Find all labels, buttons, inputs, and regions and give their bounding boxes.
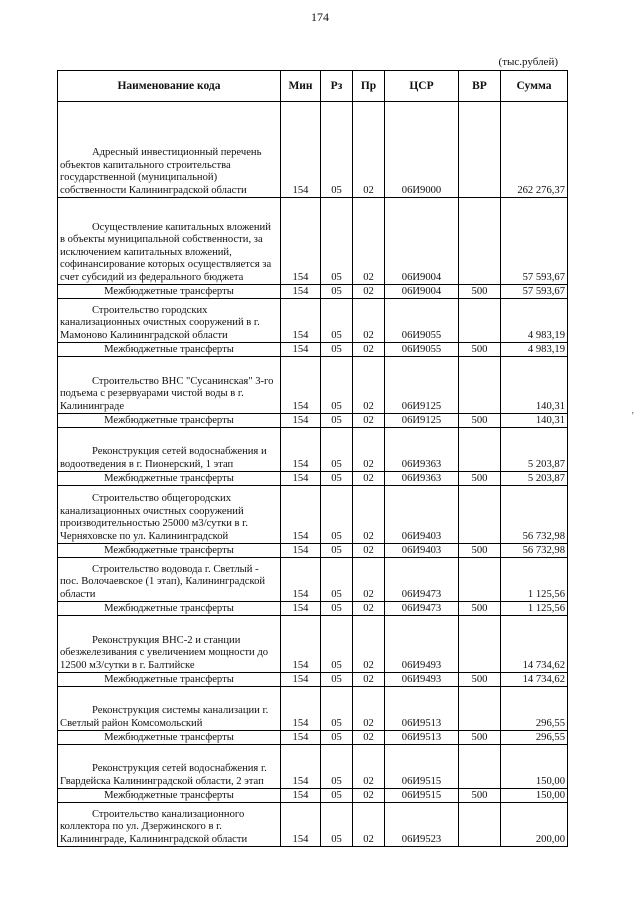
row-min: 154 bbox=[281, 731, 321, 745]
page-number: 174 bbox=[311, 10, 329, 24]
units-label: (тыс.рублей) bbox=[498, 56, 558, 68]
row-pr: 02 bbox=[353, 687, 385, 731]
row-csr: 06И9493 bbox=[385, 673, 459, 687]
row-min: 154 bbox=[281, 299, 321, 343]
row-sum: 296,55 bbox=[501, 687, 568, 731]
table-row bbox=[58, 731, 568, 745]
row-min: 154 bbox=[281, 486, 321, 544]
row-name: Межбюджетные трансферты bbox=[58, 343, 281, 357]
row-rz: 05 bbox=[321, 731, 353, 745]
row-sum: 14 734,62 bbox=[501, 616, 568, 673]
row-name: Реконструкция системы канализации г. Светлый район Комсомольский bbox=[58, 687, 281, 731]
row-min: 154 bbox=[281, 414, 321, 428]
row-pr: 02 bbox=[353, 102, 385, 198]
row-pr: 02 bbox=[353, 673, 385, 687]
row-name: Межбюджетные трансферты bbox=[58, 602, 281, 616]
row-pr: 02 bbox=[353, 343, 385, 357]
table-row bbox=[58, 102, 568, 198]
row-pr: 02 bbox=[353, 486, 385, 544]
row-csr: 06И9004 bbox=[385, 285, 459, 299]
table-row bbox=[58, 803, 568, 847]
row-name: Реконструкция сетей водоснабжения и водоотведения в г. Пионерский, 1 этап bbox=[58, 428, 281, 472]
row-vr bbox=[459, 357, 501, 414]
header-csr: ЦСР bbox=[385, 71, 459, 102]
row-vr bbox=[459, 198, 501, 285]
row-rz: 05 bbox=[321, 544, 353, 558]
row-min: 154 bbox=[281, 602, 321, 616]
row-sum: 140,31 bbox=[501, 357, 568, 414]
row-rz: 05 bbox=[321, 673, 353, 687]
row-csr: 06И9473 bbox=[385, 558, 459, 602]
row-csr: 06И9473 bbox=[385, 602, 459, 616]
row-sum: 56 732,98 bbox=[501, 486, 568, 544]
row-pr: 02 bbox=[353, 731, 385, 745]
row-pr: 02 bbox=[353, 789, 385, 803]
row-rz: 05 bbox=[321, 558, 353, 602]
row-vr bbox=[459, 428, 501, 472]
table-row bbox=[58, 602, 568, 616]
table-row bbox=[58, 616, 568, 673]
row-min: 154 bbox=[281, 357, 321, 414]
row-min: 154 bbox=[281, 428, 321, 472]
row-min: 154 bbox=[281, 789, 321, 803]
row-sum: 5 203,87 bbox=[501, 428, 568, 472]
row-name: Строительство городских канализационных очистных сооружений в г. Мамоново Калининградской области bbox=[58, 299, 281, 343]
row-rz: 05 bbox=[321, 198, 353, 285]
row-vr: 500 bbox=[459, 731, 501, 745]
row-pr: 02 bbox=[353, 299, 385, 343]
row-csr: 06И9055 bbox=[385, 343, 459, 357]
table-row bbox=[58, 414, 568, 428]
table-row bbox=[58, 357, 568, 414]
row-sum: 1 125,56 bbox=[501, 558, 568, 602]
row-sum: 14 734,62 bbox=[501, 673, 568, 687]
row-sum: 150,00 bbox=[501, 789, 568, 803]
table-row bbox=[58, 299, 568, 343]
row-min: 154 bbox=[281, 616, 321, 673]
header-row bbox=[58, 71, 568, 102]
row-rz: 05 bbox=[321, 285, 353, 299]
table-row bbox=[58, 486, 568, 544]
header-pr: Пр bbox=[353, 71, 385, 102]
row-name: Межбюджетные трансферты bbox=[58, 789, 281, 803]
table-row bbox=[58, 789, 568, 803]
row-sum: 5 203,87 bbox=[501, 472, 568, 486]
row-min: 154 bbox=[281, 687, 321, 731]
table-row bbox=[58, 343, 568, 357]
row-csr: 06И9493 bbox=[385, 616, 459, 673]
row-vr bbox=[459, 616, 501, 673]
row-sum: 1 125,56 bbox=[501, 602, 568, 616]
row-min: 154 bbox=[281, 472, 321, 486]
table-row bbox=[58, 472, 568, 486]
row-name: Реконструкция сетей водоснабжения г. Гвардейска Калининградской области, 2 этап bbox=[58, 745, 281, 789]
row-min: 154 bbox=[281, 803, 321, 847]
row-sum: 262 276,37 bbox=[501, 102, 568, 198]
row-name: Строительство общегородских канализационных очистных сооружений производительностью 25000 м3/сутки в г. Черняховске по ул. Калининградской bbox=[58, 486, 281, 544]
row-rz: 05 bbox=[321, 789, 353, 803]
row-vr bbox=[459, 803, 501, 847]
row-csr: 06И9363 bbox=[385, 472, 459, 486]
row-pr: 02 bbox=[353, 357, 385, 414]
row-min: 154 bbox=[281, 343, 321, 357]
row-vr bbox=[459, 745, 501, 789]
row-pr: 02 bbox=[353, 472, 385, 486]
row-pr: 02 bbox=[353, 198, 385, 285]
table-row bbox=[58, 428, 568, 472]
row-sum: 200,00 bbox=[501, 803, 568, 847]
header-vr: ВР bbox=[459, 71, 501, 102]
table-row bbox=[58, 285, 568, 299]
row-min: 154 bbox=[281, 285, 321, 299]
row-pr: 02 bbox=[353, 745, 385, 789]
row-name: Межбюджетные трансферты bbox=[58, 731, 281, 745]
row-sum: 4 983,19 bbox=[501, 299, 568, 343]
row-csr: 06И9515 bbox=[385, 789, 459, 803]
header-min: Мин bbox=[281, 71, 321, 102]
row-vr: 500 bbox=[459, 602, 501, 616]
row-csr: 06И9125 bbox=[385, 414, 459, 428]
row-name: Межбюджетные трансферты bbox=[58, 414, 281, 428]
row-name: Реконструкция ВНС-2 и станции обезжелезивания с увеличением мощности до 12500 м3/сутки в г. Балтийске bbox=[58, 616, 281, 673]
row-csr: 06И9515 bbox=[385, 745, 459, 789]
header-rz: Рз bbox=[321, 71, 353, 102]
table-row bbox=[58, 745, 568, 789]
row-sum: 150,00 bbox=[501, 745, 568, 789]
table-row bbox=[58, 687, 568, 731]
header-sum: Сумма bbox=[501, 71, 568, 102]
row-vr bbox=[459, 299, 501, 343]
row-rz: 05 bbox=[321, 102, 353, 198]
row-csr: 06И9055 bbox=[385, 299, 459, 343]
row-pr: 02 bbox=[353, 558, 385, 602]
row-rz: 05 bbox=[321, 428, 353, 472]
row-vr bbox=[459, 558, 501, 602]
row-rz: 05 bbox=[321, 357, 353, 414]
row-rz: 05 bbox=[321, 343, 353, 357]
row-rz: 05 bbox=[321, 803, 353, 847]
row-pr: 02 bbox=[353, 602, 385, 616]
row-vr: 500 bbox=[459, 472, 501, 486]
row-pr: 02 bbox=[353, 544, 385, 558]
row-csr: 06И9000 bbox=[385, 102, 459, 198]
row-name: Межбюджетные трансферты bbox=[58, 472, 281, 486]
row-sum: 4 983,19 bbox=[501, 343, 568, 357]
row-rz: 05 bbox=[321, 486, 353, 544]
row-vr bbox=[459, 687, 501, 731]
row-vr: 500 bbox=[459, 343, 501, 357]
row-name: Адресный инвестиционный перечень объектов капитального строительства государственной (муниципальной) собственности Калининградской области bbox=[58, 102, 281, 198]
row-vr: 500 bbox=[459, 285, 501, 299]
row-csr: 06И9523 bbox=[385, 803, 459, 847]
budget-table bbox=[57, 70, 568, 847]
table-row bbox=[58, 198, 568, 285]
row-pr: 02 bbox=[353, 428, 385, 472]
row-csr: 06И9513 bbox=[385, 731, 459, 745]
row-rz: 05 bbox=[321, 299, 353, 343]
row-vr: 500 bbox=[459, 789, 501, 803]
row-vr bbox=[459, 102, 501, 198]
row-name: Строительство канализационного коллектора по ул. Дзержинского в г. Калининграде, Калининградской области bbox=[58, 803, 281, 847]
row-sum: 57 593,67 bbox=[501, 285, 568, 299]
row-csr: 06И9513 bbox=[385, 687, 459, 731]
row-name: Осуществление капитальных вложений в объекты муниципальной собственности, за исключением капитальных вложений, софинансирование которых осуществляется за счет субсидий из федерального бюджета bbox=[58, 198, 281, 285]
row-min: 154 bbox=[281, 544, 321, 558]
row-pr: 02 bbox=[353, 803, 385, 847]
row-sum: 296,55 bbox=[501, 731, 568, 745]
row-vr: 500 bbox=[459, 414, 501, 428]
row-pr: 02 bbox=[353, 285, 385, 299]
row-rz: 05 bbox=[321, 472, 353, 486]
row-sum: 56 732,98 bbox=[501, 544, 568, 558]
row-name: Строительство ВНС "Сусанинская" 3-го подъема с резервуарами чистой воды в г. Калининграде bbox=[58, 357, 281, 414]
table-row bbox=[58, 673, 568, 687]
row-csr: 06И9004 bbox=[385, 198, 459, 285]
table-row bbox=[58, 544, 568, 558]
row-rz: 05 bbox=[321, 745, 353, 789]
row-min: 154 bbox=[281, 198, 321, 285]
row-vr bbox=[459, 486, 501, 544]
row-csr: 06И9403 bbox=[385, 544, 459, 558]
table-row bbox=[58, 558, 568, 602]
row-name: Межбюджетные трансферты bbox=[58, 285, 281, 299]
row-min: 154 bbox=[281, 102, 321, 198]
row-min: 154 bbox=[281, 745, 321, 789]
row-rz: 05 bbox=[321, 687, 353, 731]
row-rz: 05 bbox=[321, 602, 353, 616]
row-sum: 140,31 bbox=[501, 414, 568, 428]
row-name: Межбюджетные трансферты bbox=[58, 673, 281, 687]
margin-mark: , bbox=[631, 405, 634, 416]
row-vr: 500 bbox=[459, 673, 501, 687]
row-rz: 05 bbox=[321, 616, 353, 673]
row-sum: 57 593,67 bbox=[501, 198, 568, 285]
row-pr: 02 bbox=[353, 414, 385, 428]
row-min: 154 bbox=[281, 558, 321, 602]
row-csr: 06И9125 bbox=[385, 357, 459, 414]
row-name: Межбюджетные трансферты bbox=[58, 544, 281, 558]
row-name: Строительство водовода г. Светлый - пос. Волочаевское (1 этап), Калининградской области bbox=[58, 558, 281, 602]
row-min: 154 bbox=[281, 673, 321, 687]
row-csr: 06И9403 bbox=[385, 486, 459, 544]
row-csr: 06И9363 bbox=[385, 428, 459, 472]
row-pr: 02 bbox=[353, 616, 385, 673]
row-vr: 500 bbox=[459, 544, 501, 558]
header-name: Наименование кода bbox=[58, 71, 281, 102]
row-rz: 05 bbox=[321, 414, 353, 428]
